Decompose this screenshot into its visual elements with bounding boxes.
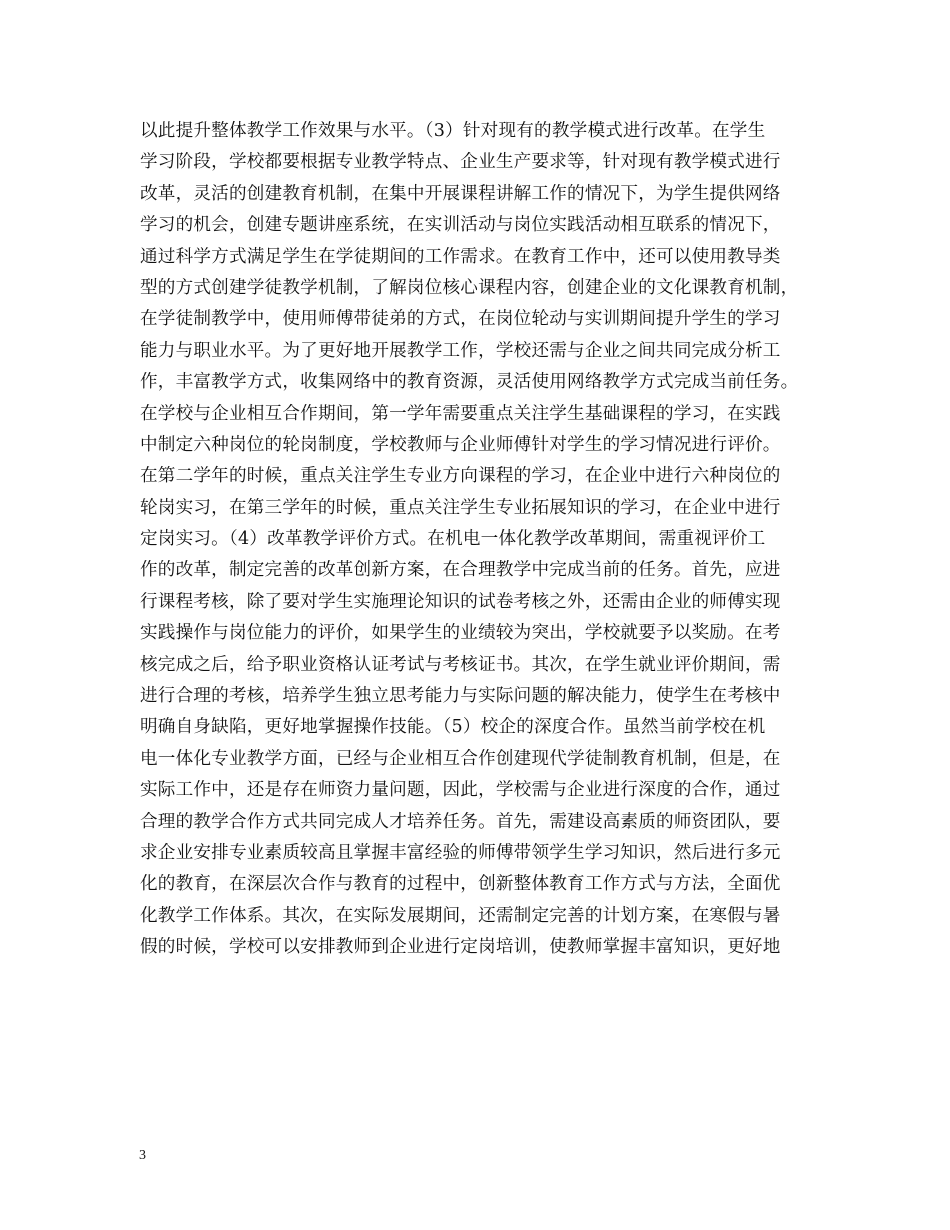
text-line: 合理的教学合作方式共同完成人才培养任务。首先，需建设高素质的师资团队，要 [140, 811, 781, 832]
text-line: 化的教育，在深层次合作与教育的过程中，创新整体教育工作方式与方法，全面优 [140, 874, 781, 895]
text-line: 实践操作与岗位能力的评价，如果学生的业绩较为突出，学校就要予以奖励。在考 [140, 623, 781, 644]
text-line: 求企业安排专业素质较高且掌握丰富经验的师傅带领学生学习知识，然后进行多元 [140, 842, 781, 863]
text-line: 作，丰富教学方式，收集网络中的教育资源，灵活使用网络教学方式完成当前任务。 [140, 372, 799, 393]
text-line: 学习的机会，创建专题讲座系统，在实训活动与岗位实践活动相互联系的情况下， [140, 215, 781, 236]
text-line: 明确自身缺陷，更好地掌握操作技能。（5）校企的深度合作。虽然当前学校在机 [140, 717, 766, 738]
text-line: 在第二学年的时候，重点关注学生专业方向课程的学习，在企业中进行六种岗位的 [140, 466, 781, 487]
text-line: 型的方式创建学徒教学机制，了解岗位核心课程内容，创建企业的文化课教育机制， [140, 277, 799, 298]
text-line: 定岗实习。（4）改革教学评价方式。在机电一体化教学改革期间，需重视评价工 [140, 529, 766, 550]
body-text [140, 116, 830, 964]
text-line: 化教学工作体系。其次，在实际发展期间，还需制定完善的计划方案，在寒假与暑 [140, 905, 781, 926]
text-line: 改革，灵活的创建教育机制，在集中开展课程讲解工作的情况下，为学生提供网络 [140, 183, 781, 204]
text-line: 能力与职业水平。为了更好地开展教学工作，学校还需与企业之间共同完成分析工 [140, 340, 781, 361]
text-line: 作的改革，制定完善的改革创新方案，在合理教学中完成当前的任务。首先，应进 [140, 560, 781, 581]
text-line: 行课程考核，除了要对学生实施理论知识的试卷考核之外，还需由企业的师傅实现 [140, 591, 781, 612]
text-line: 通过科学方式满足学生在学徒期间的工作需求。在教育工作中，还可以使用教导类 [140, 246, 781, 267]
text-line: 学习阶段，学校都要根据专业教学特点、企业生产要求等，针对现有教学模式进行 [140, 152, 781, 173]
text-line: 中制定六种岗位的轮岗制度，学校教师与企业师傅针对学生的学习情况进行评价。 [140, 434, 781, 455]
text-line: 核完成之后，给予职业资格认证考试与考核证书。其次，在学生就业评价期间，需 [140, 654, 781, 675]
text-line: 假的时候，学校可以安排教师到企业进行定岗培训，使教师掌握丰富知识，更好地 [140, 937, 781, 958]
text-line: 电一体化专业教学方面，已经与企业相互合作创建现代学徒制教育机制，但是，在 [140, 748, 781, 769]
text-line: 轮岗实习，在第三学年的时候，重点关注学生专业拓展知识的学习，在企业中进行 [140, 497, 781, 518]
text-line: 进行合理的考核，培养学生独立思考能力与实际问题的解决能力，使学生在考核中 [140, 686, 781, 707]
text-line: 在学徒制教学中，使用师傅带徒弟的方式，在岗位轮动与实训期间提升学生的学习 [140, 309, 781, 330]
text-line: 以此提升整体教学工作效果与水平。（3）针对现有的教学模式进行改革。在学生 [140, 121, 766, 141]
text-line: 在学校与企业相互合作期间，第一学年需要重点关注学生基础课程的学习，在实践 [140, 403, 781, 424]
text-line: 实际工作中，还是存在师资力量问题，因此，学校需与企业进行深度的合作，通过 [140, 780, 781, 801]
page-number: 3 [139, 1148, 146, 1163]
